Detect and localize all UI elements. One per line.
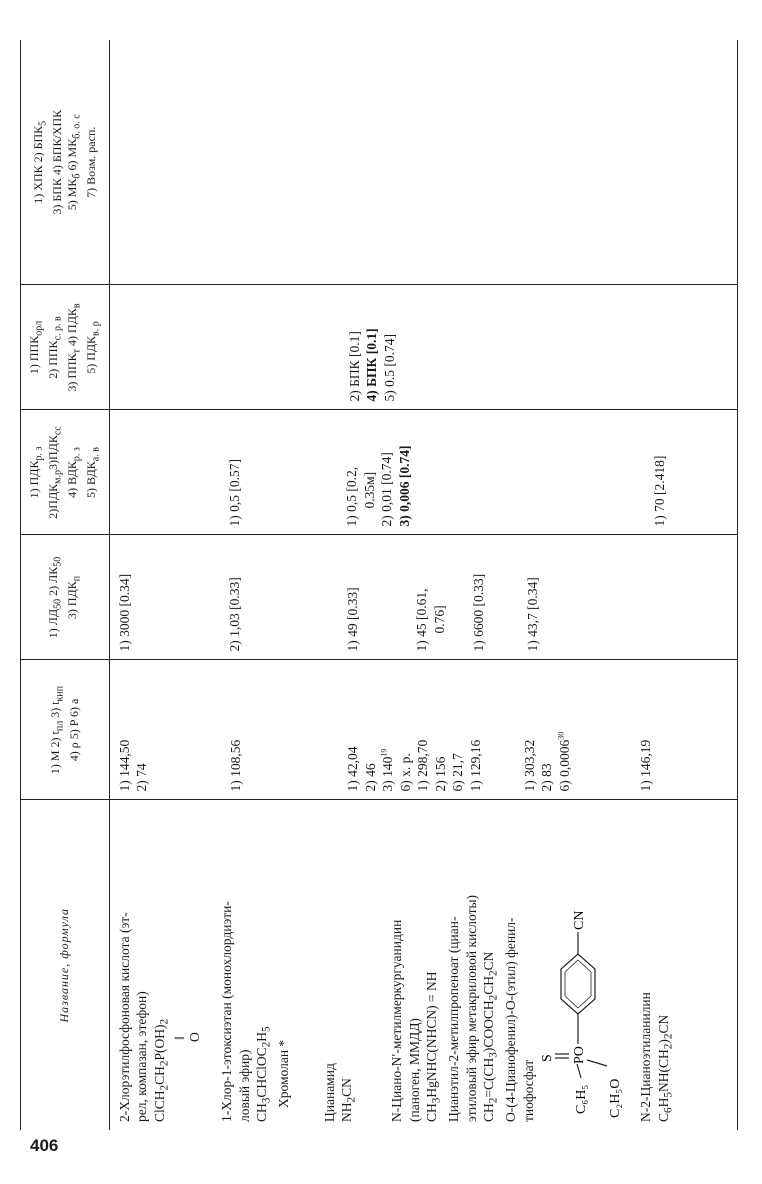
compound-name: O-(4-Цианофенил)-O-(этил) фенил-: [503, 917, 519, 1122]
compound-name: (панoген, ММДД): [406, 1018, 422, 1122]
header-ppk: 1) $ППК_{орл}$ 2) $ППК_{с. р. в}$ 3) $ППК_т$ 4) $ПДК_в$ 5) $ПДК_{в. р}$: [21, 285, 110, 410]
compound-name: 2-Хлорэтилфосфоновая кислота (эт-: [116, 912, 132, 1122]
header-properties: 1) M 2) $t_{пл}$ 3) $t_{кип}$ 4) ρ 5) P 6) a: [21, 660, 110, 800]
compound-formula: $NH_2CN$: [339, 1078, 358, 1122]
toxicity-table: [20, 40, 738, 1130]
compound-name: этиловый эфир метакриловой кислоты): [463, 894, 479, 1122]
compound-formula: $CH_2=C(CH_3)COOCH_2CH_2CN$: [481, 951, 500, 1122]
compound-formula: $C_6H_5NH(CH_2)_2CN$: [655, 1014, 675, 1122]
compound-name: 1-Хлор-1-этоксиэтан (монохлордиэти-: [219, 901, 235, 1122]
struct-po: PO: [572, 1046, 588, 1064]
structure-diagram: [537, 812, 633, 1122]
struct-cn: CN: [572, 910, 588, 930]
compound-name: тиофосфат: [520, 1059, 536, 1122]
table-header-row: [21, 40, 110, 1130]
pdk-cell: 1) 0,5 [0.57] 1) 0,5 [0.2, 0.35м] 2) 0,01 [0.74] 3) 0,006 [0.74] 1) 70 [2.418]: [109, 410, 737, 535]
trade-name: Хромолан *: [276, 1039, 292, 1108]
struct-c6h5: C₆H₅: [574, 1084, 590, 1114]
properties-cell: 1) 144,50 2) 74 1) 108,56 1) 42,04 2) 46 3) $140^{19}$ 6) х. р. 1) 298,70 2) 156 6) 21,7 1) 129,16 1) 303,32 2) 83 6) 0,0006$^{30}$ 1) 146,19: [109, 660, 737, 800]
oxygen-label: O: [187, 1032, 203, 1042]
header-name: Название, формула: [21, 800, 110, 1130]
double-bond: ‖: [171, 1036, 187, 1040]
page-number: 406: [30, 1136, 59, 1155]
struct-c2h5o: C₂H₅O: [608, 1078, 624, 1118]
compound-name: Цианэтил-2-метилпропеноат (циан-: [446, 916, 462, 1122]
header-toxicity: 1) $ЛД_{50}$ 2) $ЛК_{50}$ 3) $ПДК_п$: [21, 535, 110, 660]
compound-name: N-Циано-N′-метилмеркургуанидин: [389, 919, 405, 1122]
table-row: [109, 40, 737, 1130]
header-classification: 1) ХПК 2) $БПК_5$ 3) БПК 4) БПК/ХПК 5) $МК_б$ 6) $МК_{б. о. с}$ 7) Возм. расп.: [21, 40, 110, 285]
compound-formula: $CH_3CHClOC_2H_5$: [254, 1026, 274, 1122]
rotated-table-container: [20, 40, 738, 1130]
name-cell: [109, 800, 737, 1130]
compound-formula: $CH_3HgNHC(NHCN)$ = NH: [424, 971, 443, 1122]
compound-name: N-2-Цианоэтиланилин: [638, 992, 654, 1122]
ppk-cell: 2) БПК [0.1] 4) БПК [0.1] 5) 0.5 [0.74]: [109, 285, 737, 410]
compound-name: ловый эфир): [236, 1049, 252, 1122]
compound-formula: $ClCH_2CH_2P(OH)_2$: [151, 1018, 171, 1122]
compound-name: рел, компазан, этефон): [134, 991, 150, 1122]
toxicity-cell: 1) 3000 [0.34] 2) 1,03 [0.33] 1) 49 [0.33] 1) 45 [0.61, 0.76] 1) 6600 [0.33] 1) 43,7 [0.34]: [109, 535, 737, 660]
classification-cell: [109, 40, 737, 285]
header-pdk: 1) $ПДК_{р. з}$ $2)ПДК_{м.р}3)ПДК_{сс}$ 4) $ВДК_{р. з}$ 5) $ВДК_{а. в}$: [21, 410, 110, 535]
struct-s: S: [540, 1054, 556, 1062]
compound-name: Цианамид: [321, 1063, 337, 1122]
